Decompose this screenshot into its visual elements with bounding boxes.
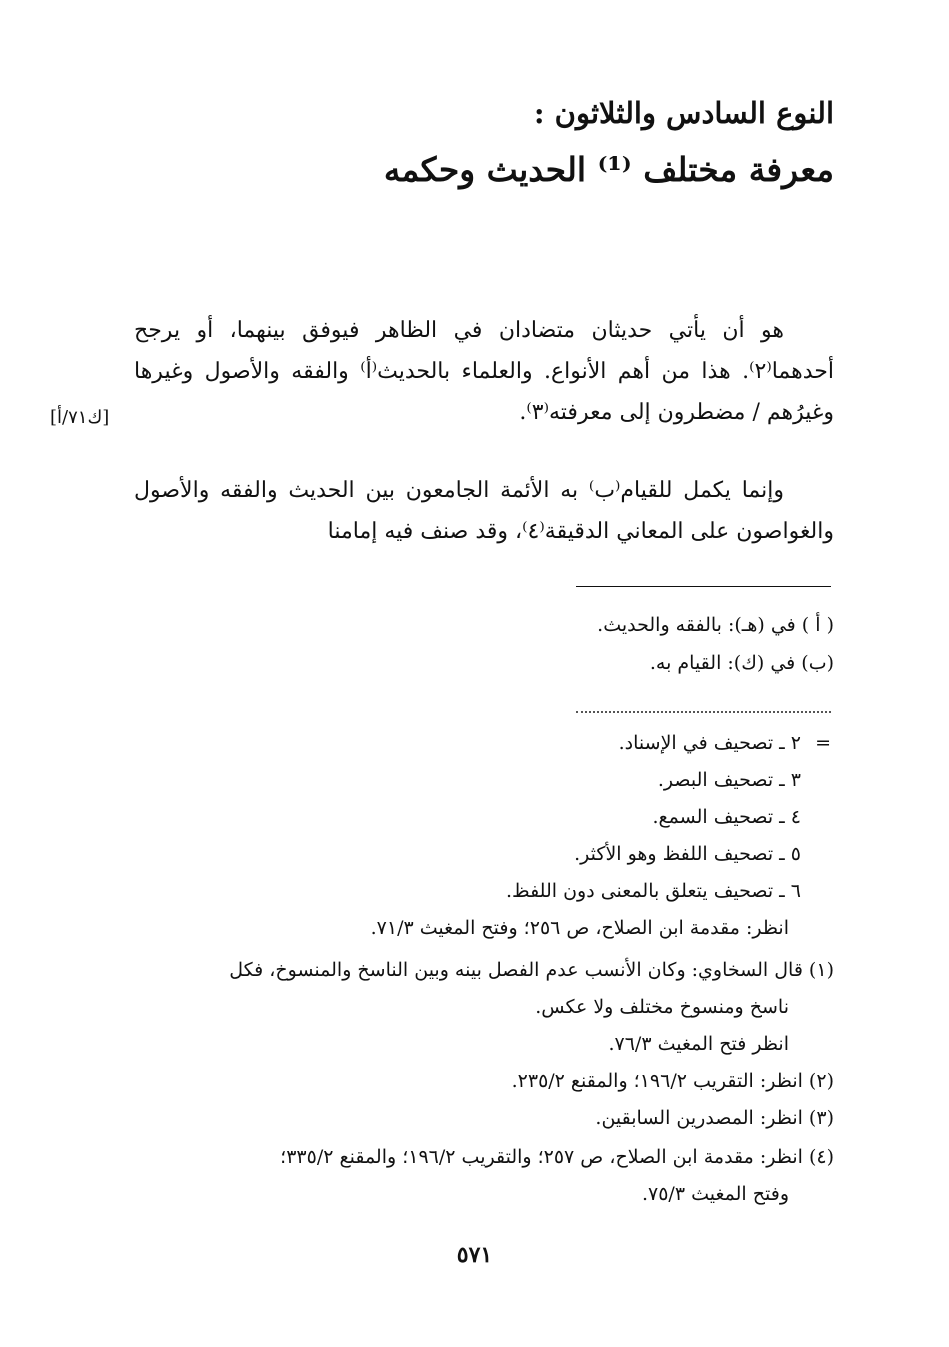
manuscript-folio-reference: [ك٧١/أ] — [50, 407, 110, 428]
variant-note-a: ( أ ) في (هـ): بالفقه والحديث. — [597, 614, 834, 636]
continued-footnote-line: ٢ ـ تصحيف في الإسناد. — [618, 732, 801, 754]
footnote-1-line: ناسخ ومنسوخ مختلف ولا عكس. — [535, 996, 789, 1018]
continued-footnote-line: ٣ ـ تصحيف البصر. — [657, 769, 801, 791]
continued-footnote-line: ٤ ـ تصحيف السمع. — [652, 806, 801, 828]
body-line: هو أن يأتي حديثان متضادان في الظاهر فيوفق بينهما، أو يرجح — [134, 318, 784, 343]
body-line: أحدهما⁽٢⁾. هذا من أهم الأنواع. والعلماء بالحديث⁽أ⁾ والفقه والأصول — [204, 359, 834, 384]
body-paragraph-1 — [134, 310, 834, 433]
footnote-3: (٣) انظر: المصدرين السابقين. — [595, 1107, 834, 1129]
body-line: وغيرها وغيرُهم / مضطرون إلى معرفته⁽٣⁾. — [134, 359, 834, 425]
continued-footnote-ref: انظر: مقدمة ابن الصلاح، ص ٢٥٦؛ وفتح المغيث ٧١/٣. — [370, 917, 789, 939]
footnote-separator-rule — [576, 586, 831, 587]
footnote-2: (٢) انظر: التقريب ١٩٦/٢؛ والمقنع ٢٣٥/٢. — [511, 1070, 834, 1092]
body-line: والأصول والغواصون على المعاني الدقيقة⁽٤⁾، وقد صنف فيه إمامنا — [134, 478, 834, 544]
footnote-4-line: (٤) انظر: مقدمة ابن الصلاح، ص ٢٥٧؛ والتقريب ١٩٦/٢؛ والمقنع ٣٣٥/٢؛ — [280, 1146, 834, 1168]
body-line: وإنما يكمل للقيام⁽ب⁾ به الأئمة الجامعون بين الحديث والفقه — [220, 478, 784, 503]
dotted-separator — [576, 711, 831, 713]
continuation-mark: = — [815, 732, 831, 754]
footnote-1-line: (١) قال السخاوي: وكان الأنسب عدم الفصل بينه وبين الناسخ والمنسوخ، فكل — [229, 959, 834, 981]
page-number: ٥٧١ — [456, 1242, 493, 1268]
footnote-1-line: انظر فتح المغيث ٧٦/٣. — [608, 1033, 789, 1055]
chapter-title-heading: معرفة مختلف ⁽¹⁾ الحديث وحكمه — [383, 150, 834, 189]
chapter-number-heading: النوع السادس والثلاثون : — [533, 96, 834, 130]
footnote-4-line: وفتح المغيث ٧٥/٣. — [641, 1183, 789, 1205]
continued-footnote-line: ٥ ـ تصحيف اللفظ وهو الأكثر. — [574, 843, 801, 865]
body-paragraph-2 — [134, 470, 834, 552]
continued-footnote-line: ٦ ـ تصحيف يتعلق بالمعنى دون اللفظ. — [506, 880, 801, 902]
variant-note-b: (ب) في (ك): القيام به. — [649, 652, 834, 674]
